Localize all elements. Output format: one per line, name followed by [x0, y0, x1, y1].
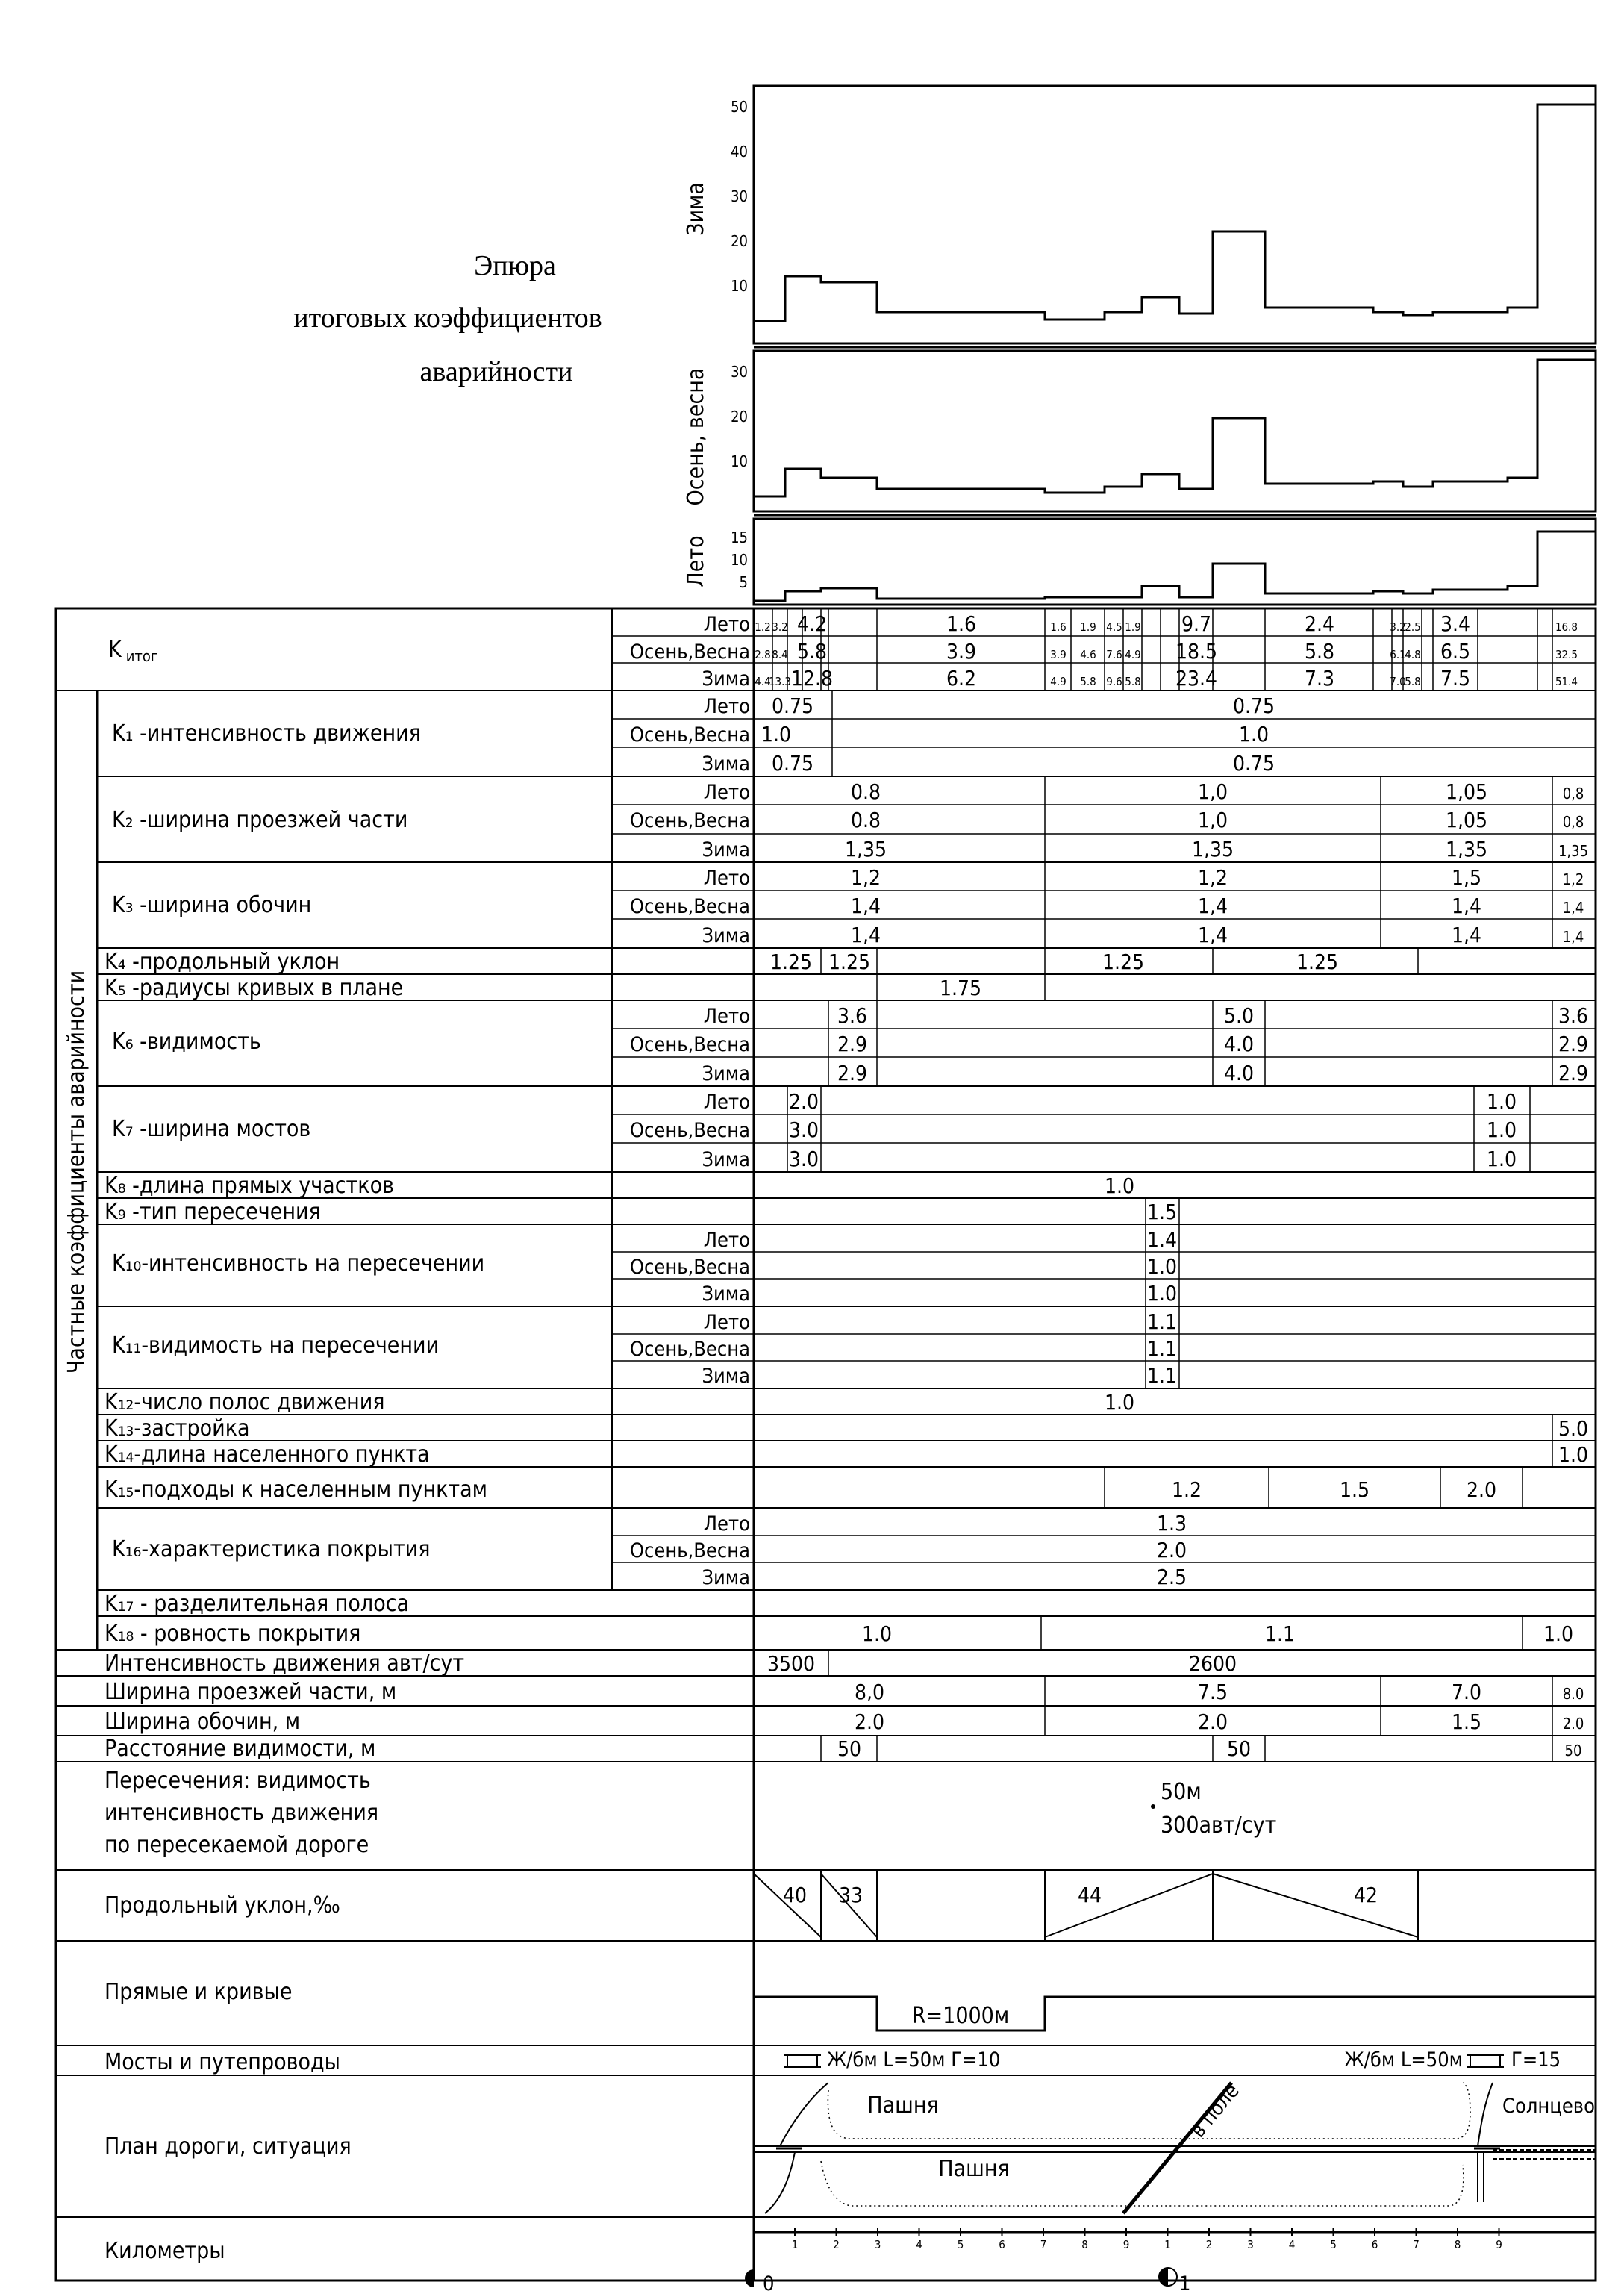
- k7-season-autumn: Осень,Весна: [629, 1119, 750, 1142]
- bridge-2-icon: [1467, 2055, 1504, 2067]
- km-tick-label: 8: [1081, 2238, 1088, 2251]
- kitog-summer-value-1: 1.2: [755, 620, 771, 634]
- k10-summer: 1.4: [1146, 1227, 1178, 1252]
- k8-label: K₈ -длина прямых участков: [104, 1173, 394, 1199]
- k11-season-summer: Лето: [703, 1311, 750, 1334]
- shoulder-value-c: 1.5: [1451, 1709, 1482, 1734]
- k2-summer-d: 0,8: [1562, 785, 1584, 802]
- kitog-summer-value-8: 1.9: [1125, 620, 1141, 634]
- k10-autumn: 1.0: [1146, 1254, 1178, 1279]
- kitog-autumn-value-3: 5.8: [796, 639, 828, 664]
- km-tick-label: 5: [1330, 2238, 1337, 2251]
- k13-row: [104, 1415, 1588, 1441]
- k11-summer: 1.1: [1146, 1309, 1178, 1334]
- field-label-north: Пашня: [867, 2092, 939, 2119]
- k6-winter-a: 2.9: [837, 1061, 868, 1085]
- km-tick-label: 6: [999, 2238, 1005, 2251]
- kitog-row: [108, 611, 1578, 691]
- k7-season-summer: Лето: [703, 1091, 750, 1114]
- shoulder-value-a: 2.0: [854, 1709, 885, 1734]
- width-value-a: 8,0: [854, 1680, 885, 1704]
- kitog-winter-value-6: 5.8: [1080, 675, 1096, 688]
- k2-season-winter: Зима: [702, 838, 750, 861]
- kitog-values: [755, 611, 1578, 691]
- title-line-2: итоговых коэффициентов: [293, 302, 602, 334]
- k7-column-lines: [787, 1086, 1530, 1172]
- km-1-marker-fill: [1159, 2268, 1168, 2286]
- k2-summer-a: 0.8: [850, 779, 881, 804]
- k15-label: K₁₅-подходы к населенным пунктам: [104, 1477, 488, 1503]
- k9-label: K₉ -тип пересечения: [104, 1199, 321, 1225]
- k3-winter-b: 1,4: [1197, 923, 1228, 947]
- k2-season-autumn: Осень,Весна: [629, 809, 750, 832]
- k3-season-summer: Лето: [703, 867, 750, 890]
- km-1-label: 1: [1179, 2272, 1191, 2294]
- kitog-winter-value-10: 7.3: [1304, 666, 1335, 691]
- k14-label: K₁₄-длина населенного пункта: [104, 1441, 430, 1468]
- k6-summer-a: 3.6: [837, 1003, 868, 1028]
- k3-summer-a: 1,2: [850, 865, 881, 890]
- k11-season-autumn: Осень,Весна: [629, 1338, 750, 1361]
- field-label-south: Пашня: [938, 2156, 1010, 2182]
- autumn-tick-30: 30: [731, 363, 748, 381]
- k4-value-d: 1.25: [1296, 950, 1339, 974]
- k2-season-summer: Лето: [703, 781, 750, 804]
- k11-label: K₁₁-видимость на пересечении: [112, 1333, 440, 1359]
- grade-label: Продольный уклон,‰: [104, 1892, 340, 1919]
- km-tick-label: 8: [1454, 2238, 1461, 2251]
- k6-label: K₆ -видимость: [112, 1029, 261, 1055]
- k7-summer-a: 2.0: [788, 1089, 819, 1114]
- kitog-label: K $_{итог}$: [108, 637, 158, 665]
- k1-autumn-a: 1.0: [761, 722, 792, 747]
- k1-winter-b: 0.75: [1232, 751, 1275, 776]
- km-tick-label: 1: [1164, 2238, 1171, 2251]
- k3-season-autumn: Осень,Весна: [629, 895, 750, 918]
- k2-winter-b: 1,35: [1191, 837, 1234, 861]
- kitog-column-lines: [772, 608, 1552, 691]
- kitog-winter-value-11: 7.0: [1390, 675, 1406, 688]
- summer-tick-15: 15: [731, 529, 748, 546]
- k10-winter: 1.0: [1146, 1281, 1178, 1306]
- kitog-autumn-value-6: 4.6: [1080, 648, 1096, 661]
- kitog-summer-value-6: 1.9: [1080, 620, 1096, 634]
- k6-season-winter: Зима: [702, 1062, 750, 1085]
- crossing-sight: 50м: [1161, 1779, 1202, 1805]
- k1-season-summer: Лето: [703, 695, 750, 718]
- k16-label: K₁₆-характеристика покрытия: [112, 1536, 431, 1562]
- width-value-c: 7.0: [1451, 1680, 1482, 1704]
- kitog-summer-value-5: 1.6: [1050, 620, 1066, 634]
- k6-summer-c: 3.6: [1558, 1003, 1589, 1028]
- kitog-winter-value-1: 4.4: [755, 675, 771, 688]
- kitog-summer-value-10: 2.4: [1304, 611, 1335, 636]
- k16-season-autumn: Осень,Весна: [629, 1539, 750, 1562]
- curve-radius: R=1000м: [911, 2003, 1010, 2029]
- k15-value-a: 1.2: [1171, 1477, 1202, 1502]
- k13-value: 5.0: [1558, 1416, 1589, 1441]
- winter-tick-30: 30: [731, 187, 748, 205]
- k18-value-a: 1.0: [861, 1621, 893, 1646]
- side-road-left-south: [765, 2152, 795, 2213]
- grade-row: [104, 1870, 1418, 1941]
- k2-winter-c: 1,35: [1445, 837, 1488, 861]
- kitog-winter-value-9: 23.4: [1175, 666, 1218, 691]
- k2-autumn-a: 0.8: [850, 808, 881, 832]
- k4-value-c: 1.25: [1102, 950, 1145, 974]
- k13-label: K₁₃-застройка: [104, 1415, 250, 1441]
- k4-value-b: 1.25: [828, 950, 871, 974]
- epure-autumn-chart: [683, 351, 1596, 515]
- season-subrow-lines: [612, 636, 1596, 1562]
- bridges-label: Мосты и путепроводы: [104, 2049, 340, 2075]
- epure-summer-frame: [754, 519, 1596, 605]
- kitog-summer-value-4: 1.6: [946, 611, 977, 636]
- k6-winter-c: 2.9: [1558, 1061, 1589, 1085]
- k6-season-autumn: Осень,Весна: [629, 1033, 750, 1056]
- kitog-winter-value-13: 7.5: [1440, 666, 1471, 691]
- bridge-2-clearance: Г=15: [1511, 2048, 1561, 2072]
- k8-value: 1.0: [1104, 1174, 1135, 1198]
- k3-autumn-b: 1,4: [1197, 894, 1228, 918]
- k3-autumn-d: 1,4: [1562, 899, 1584, 917]
- kitog-summer-value-9: 9.7: [1181, 611, 1212, 636]
- kitog-season-summer: Лето: [703, 613, 750, 636]
- crossing-label-line-3: по пересекаемой дороге: [104, 1832, 369, 1858]
- kitog-summer-value-14: 16.8: [1555, 620, 1578, 634]
- kitog-autumn-value-10: 5.8: [1304, 639, 1335, 664]
- km-tick-label: 2: [1205, 2238, 1213, 2251]
- sight-label: Расстояние видимости, м: [104, 1736, 376, 1762]
- grade-value-b: 33: [838, 1883, 863, 1907]
- title-line-3: аварийности: [419, 356, 573, 387]
- k7-summer-b: 1.0: [1486, 1089, 1517, 1114]
- winter-tick-10: 10: [731, 277, 748, 295]
- town-label: Солнцево: [1502, 2095, 1595, 2118]
- k3-winter-c: 1,4: [1451, 923, 1482, 947]
- k11-row: [112, 1309, 1177, 1388]
- bridge-1-label: Ж/бм L=50м Г=10: [827, 2048, 1001, 2072]
- km-tick-label: 4: [1288, 2238, 1296, 2251]
- k2-summer-b: 1,0: [1197, 779, 1228, 804]
- km-tick-label: 7: [1413, 2238, 1420, 2251]
- km-tick-label: 6: [1371, 2238, 1378, 2251]
- k15-value-b: 1.5: [1339, 1477, 1370, 1502]
- k7-winter-b: 1.0: [1486, 1147, 1517, 1171]
- k7-row: [112, 1089, 1517, 1171]
- k16-autumn: 2.0: [1156, 1538, 1187, 1562]
- bridge-2-label: Ж/бм L=50м: [1344, 2048, 1463, 2072]
- k2-autumn-d: 0,8: [1562, 813, 1584, 831]
- epure-summer-line: [754, 532, 1596, 601]
- k6-autumn-a: 2.9: [837, 1032, 868, 1056]
- k17-label: K₁₇ - разделительная полоса: [104, 1591, 410, 1617]
- kitog-autumn-value-11: 6.1: [1390, 648, 1406, 661]
- k4-row: [104, 949, 1338, 975]
- km-0-marker: [745, 2269, 754, 2287]
- kitog-autumn-value-13: 6.5: [1440, 639, 1471, 664]
- k14-value: 1.0: [1558, 1442, 1589, 1467]
- kitog-summer-value-2: 3.2: [772, 620, 788, 634]
- km-tick-label: 9: [1122, 2238, 1130, 2251]
- curve-plan-line: [754, 1997, 1596, 2030]
- plan-row: [104, 2080, 1596, 2213]
- grade-value-a: 40: [782, 1883, 808, 1907]
- winter-tick-50: 50: [731, 98, 748, 116]
- k3-autumn-a: 1,4: [850, 894, 881, 918]
- km-tick-label: 5: [957, 2238, 964, 2251]
- kilometres-label: Километры: [104, 2238, 225, 2264]
- kitog-autumn-value-7: 7.6: [1106, 648, 1122, 661]
- title-line-1: Эпюра: [474, 250, 556, 281]
- epure-winter-frame: [754, 86, 1596, 343]
- k5-value: 1.75: [939, 976, 982, 1000]
- kitog-season-winter: Зима: [702, 667, 750, 691]
- k9-row: [104, 1199, 1177, 1225]
- bridges-row: [104, 2048, 1561, 2075]
- k7-season-winter: Зима: [702, 1148, 750, 1171]
- k12-value: 1.0: [1104, 1390, 1135, 1415]
- k1-winter-a: 0.75: [771, 751, 814, 776]
- summer-tick-5: 5: [739, 573, 748, 591]
- k14-row: [104, 1441, 1588, 1468]
- crossing-row: [104, 1768, 1276, 1858]
- k3-summer-d: 1,2: [1562, 870, 1584, 888]
- k8-row: [104, 1173, 1134, 1199]
- kitog-winter-value-4: 6.2: [946, 666, 977, 691]
- k6-row: [112, 1003, 1588, 1085]
- traffic-row: [104, 1651, 1237, 1677]
- kitog-winter-value-8: 5.8: [1125, 675, 1141, 688]
- k3-label: K₃ -ширина обочин: [112, 892, 312, 918]
- k3-winter-a: 1,4: [850, 923, 881, 947]
- crossing-traffic: 300авт/сут: [1161, 1813, 1277, 1839]
- side-road-left-north: [780, 2083, 828, 2146]
- k10-row: [112, 1227, 1177, 1306]
- k16-row: [112, 1511, 1187, 1589]
- k18-value-c: 1.0: [1543, 1621, 1574, 1646]
- k10-season-summer: Лето: [703, 1229, 750, 1252]
- crossing-label-line-1: Пересечения: видимость: [104, 1768, 371, 1794]
- width-value-d: 8.0: [1562, 1685, 1584, 1703]
- k6-winter-b: 4.0: [1223, 1061, 1255, 1085]
- winter-tick-20: 20: [731, 232, 748, 250]
- epure-winter-line: [754, 105, 1596, 321]
- curves-label: Прямые и кривые: [104, 1979, 293, 2005]
- km-tick-label: 2: [833, 2238, 840, 2251]
- k3-row: [112, 865, 1584, 947]
- km-tick-label: 3: [874, 2238, 881, 2251]
- k2-winter-a: 1,35: [844, 837, 887, 861]
- k2-autumn-c: 1,05: [1445, 808, 1488, 832]
- kitog-summer-value-12: 2.5: [1405, 620, 1421, 634]
- k2-label: K₂ -ширина проезжей части: [112, 807, 408, 833]
- crossing-label-line-2: интенсивность движения: [104, 1800, 379, 1826]
- k12-label: K₁₂-число полос движения: [104, 1389, 385, 1415]
- kitog-autumn-value-12: 4.8: [1405, 648, 1421, 661]
- curves-row: [104, 1979, 1596, 2030]
- field-boundary-south: [821, 2161, 1464, 2206]
- k16-summer: 1.3: [1156, 1511, 1187, 1536]
- k10-season-autumn: Осень,Весна: [629, 1256, 750, 1279]
- k6-autumn-b: 4.0: [1223, 1032, 1255, 1056]
- kitog-winter-value-5: 4.9: [1050, 675, 1066, 688]
- k5-label: K₅ -радиусы кривых в плане: [104, 975, 404, 1001]
- k12-row: [104, 1389, 1134, 1415]
- kitog-winter-value-12: 5.8: [1405, 675, 1421, 688]
- k6-column-lines: [828, 1000, 1552, 1086]
- k7-label: K₇ -ширина мостов: [112, 1116, 311, 1142]
- town-road: [1493, 2150, 1596, 2159]
- kitog-autumn-value-5: 3.9: [1050, 648, 1066, 661]
- kitog-summer-value-3: 4.2: [796, 611, 828, 636]
- k7-winter-a: 3.0: [788, 1147, 819, 1171]
- k1-label: K₁ -интенсивность движения: [112, 720, 421, 747]
- traffic-value-a: 3500: [766, 1651, 816, 1676]
- kitog-summer-value-13: 3.4: [1440, 611, 1471, 636]
- autumn-tick-10: 10: [731, 452, 748, 470]
- kitog-autumn-value-2: 8.4: [772, 648, 788, 661]
- crossing-road-label: в поле: [1186, 2079, 1244, 2142]
- k16-season-winter: Зима: [702, 1566, 750, 1589]
- k18-label: K₁₈ - ровность покрытия: [104, 1621, 361, 1647]
- kitog-autumn-value-1: 2.8: [755, 648, 771, 661]
- k3-season-winter: Зима: [702, 924, 750, 947]
- k18-row: [104, 1621, 1573, 1647]
- k2-row: [112, 779, 1588, 861]
- width-value-b: 7.5: [1197, 1680, 1228, 1704]
- k4-label: K₄ -продольный уклон: [104, 949, 340, 975]
- k1-summer-b: 0.75: [1232, 694, 1275, 718]
- kilometres-row: [104, 2228, 1596, 2294]
- k3-summer-c: 1,5: [1451, 865, 1482, 890]
- km-tick-label: 4: [916, 2238, 922, 2251]
- k15-row: [104, 1477, 1496, 1503]
- width-row: [104, 1679, 1584, 1705]
- sight-value-a: 50: [837, 1736, 862, 1761]
- kitog-summer-value-11: 3.2: [1390, 620, 1406, 634]
- km-tick-label: 7: [1040, 2238, 1047, 2251]
- shoulder-value-d: 2.0: [1562, 1715, 1584, 1733]
- kitog-autumn-value-8: 4.9: [1125, 648, 1141, 661]
- kitog-autumn-value-9: 18.5: [1175, 639, 1218, 664]
- k6-season-summer: Лето: [703, 1005, 750, 1028]
- k2-summer-c: 1,05: [1445, 779, 1488, 804]
- kitog-winter-value-2: 13.3: [768, 675, 792, 688]
- kitog-season-autumn: Осень,Весна: [629, 640, 750, 664]
- shoulder-label: Ширина обочин, м: [104, 1709, 301, 1735]
- summer-tick-10: 10: [731, 551, 748, 569]
- k1-autumn-b: 1.0: [1238, 722, 1269, 747]
- k4-value-a: 1.25: [769, 950, 813, 974]
- k10-season-winter: Зима: [702, 1282, 750, 1306]
- k15-value-c: 2.0: [1466, 1477, 1497, 1502]
- epure-autumn-label: Осень, весна: [683, 367, 709, 506]
- side-label: Частные коэффициенты аварийности: [63, 970, 90, 1374]
- km-tick-label: 3: [1247, 2238, 1254, 2251]
- shoulder-row: [104, 1709, 1584, 1735]
- k16-winter: 2.5: [1156, 1565, 1187, 1589]
- grade-value-c: 44: [1077, 1883, 1102, 1907]
- k1-summer-a: 0.75: [771, 694, 814, 718]
- title-block: [293, 250, 602, 387]
- k5-row: [104, 975, 981, 1001]
- k16-season-summer: Лето: [703, 1512, 750, 1536]
- kitog-summer-value-7: 4.5: [1106, 620, 1122, 634]
- epure-summer-label: Лето: [683, 535, 709, 587]
- k2-autumn-b: 1,0: [1197, 808, 1228, 832]
- kitog-winter-value-14: 51.4: [1555, 675, 1578, 688]
- river-north: [1478, 2083, 1493, 2146]
- km-tick-label: 1: [791, 2238, 799, 2251]
- k17-row: [104, 1591, 409, 1617]
- k9-value: 1.5: [1146, 1200, 1178, 1224]
- k6-autumn-c: 2.9: [1558, 1032, 1589, 1056]
- sight-row: [104, 1736, 1581, 1762]
- bridge-1-icon: [784, 2055, 821, 2067]
- epure-autumn-frame: [754, 351, 1596, 511]
- k15-column-lines: [1105, 1467, 1522, 1508]
- km-0-label: 0: [763, 2272, 775, 2294]
- k6-summer-b: 5.0: [1223, 1003, 1255, 1028]
- k3-summer-b: 1,2: [1197, 865, 1228, 890]
- k3-autumn-c: 1,4: [1451, 894, 1482, 918]
- epure-winter-label: Зима: [683, 182, 709, 236]
- crossing-point-marker: [1151, 1804, 1155, 1809]
- kitog-winter-value-3: 12.8: [790, 666, 834, 691]
- kitog-autumn-value-14: 32.5: [1555, 648, 1578, 661]
- k1-row: [112, 694, 1275, 776]
- k2-winter-d: 1,35: [1558, 842, 1589, 860]
- k10-label: K₁₀-интенсивность на пересечении: [112, 1250, 485, 1277]
- k1-season-autumn: Осень,Весна: [629, 723, 750, 747]
- shoulder-value-b: 2.0: [1197, 1709, 1228, 1734]
- sight-value-c: 50: [1564, 1742, 1582, 1760]
- k7-autumn-a: 3.0: [788, 1118, 819, 1142]
- k1-season-winter: Зима: [702, 752, 750, 776]
- epure-summer-chart: [683, 519, 1596, 605]
- kitog-autumn-value-4: 3.9: [946, 639, 977, 664]
- k11-winter: 1.1: [1146, 1363, 1178, 1388]
- k11-autumn: 1.1: [1146, 1336, 1178, 1361]
- k7-autumn-b: 1.0: [1486, 1118, 1517, 1142]
- sight-value-b: 50: [1226, 1736, 1252, 1761]
- width-label: Ширина проезжей части, м: [104, 1679, 397, 1705]
- km-tick-label: 9: [1496, 2238, 1502, 2251]
- kitog-winter-value-7: 9.6: [1106, 675, 1122, 688]
- winter-tick-40: 40: [731, 143, 748, 160]
- river-channel: [1478, 2152, 1484, 2202]
- plan-label: План дороги, ситуация: [104, 2134, 352, 2160]
- k11-season-winter: Зима: [702, 1365, 750, 1388]
- epure-autumn-line: [754, 360, 1596, 496]
- grade-value-d: 42: [1353, 1883, 1378, 1907]
- traffic-label: Интенсивность движения авт/сут: [104, 1651, 465, 1677]
- epure-winter-chart: [683, 86, 1596, 347]
- k18-value-b: 1.1: [1264, 1621, 1296, 1646]
- traffic-value-b: 2600: [1188, 1651, 1237, 1676]
- autumn-tick-20: 20: [731, 408, 748, 426]
- k3-winter-d: 1,4: [1562, 928, 1584, 946]
